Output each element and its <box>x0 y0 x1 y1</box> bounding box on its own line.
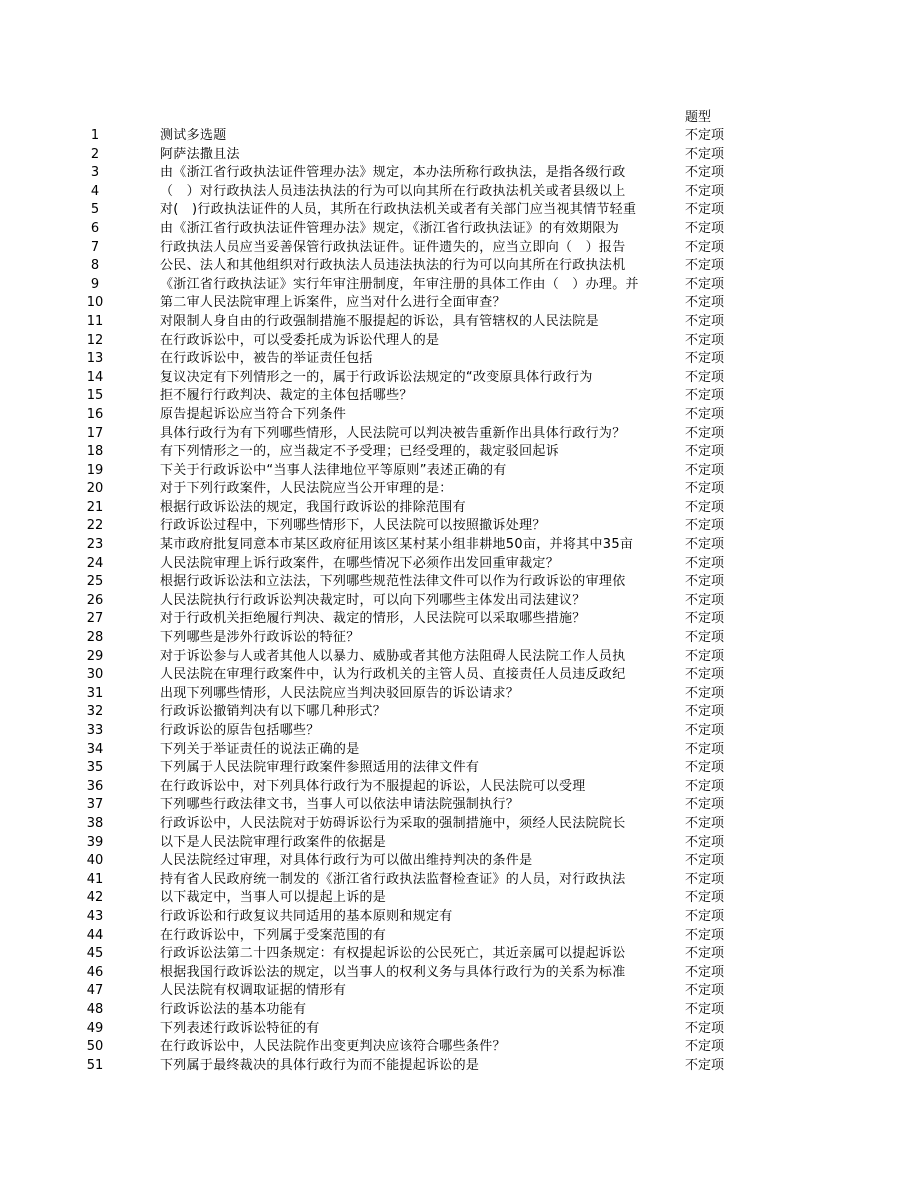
question-list <box>0 127 920 1075</box>
question-type: 不定项 <box>685 276 725 292</box>
table-row <box>0 834 920 853</box>
question-type: 不定项 <box>685 853 725 869</box>
question-type: 不定项 <box>685 258 725 274</box>
question-type: 不定项 <box>685 648 725 664</box>
table-row <box>0 555 920 574</box>
question-text: 下列关于举证责任的说法正确的是 <box>160 741 360 757</box>
question-type: 不定项 <box>685 351 725 367</box>
question-text: 在行政诉讼中，下列属于受案范围的有 <box>160 927 387 943</box>
question-type: 不定项 <box>685 908 725 924</box>
table-row <box>0 276 920 295</box>
table-row <box>0 257 920 276</box>
table-row <box>0 462 920 481</box>
table-row <box>0 369 920 388</box>
row-number: 34 <box>86 741 104 757</box>
question-text: 在行政诉讼中，人民法院作出变更判决应该符合哪些条件？ <box>160 1039 506 1055</box>
row-number: 44 <box>86 927 104 943</box>
row-number: 36 <box>86 778 104 794</box>
question-type: 不定项 <box>685 183 725 199</box>
row-number: 33 <box>86 723 104 738</box>
table-row <box>0 1038 920 1057</box>
row-number: 26 <box>86 592 104 608</box>
row-number: 12 <box>86 332 104 348</box>
row-number: 17 <box>86 425 104 441</box>
question-text: 对于诉讼参与人或者其他人以暴力、威胁或者其他方法阻碍人民法院工作人员执 <box>160 648 626 664</box>
question-text: 出现下列哪些情形，人民法院应当判决驳回原告的诉讼请求？ <box>160 685 520 701</box>
question-type: 不定项 <box>685 425 725 441</box>
table-row <box>0 239 920 258</box>
row-number: 28 <box>86 630 104 646</box>
row-number: 16 <box>86 406 104 422</box>
question-text: 人民法院执行行政诉讼判决裁定时，可以向下列哪些主体发出司法建议？ <box>160 592 586 608</box>
row-number: 41 <box>86 871 104 887</box>
row-number: 11 <box>86 313 104 329</box>
row-number: 42 <box>86 890 104 906</box>
row-number: 5 <box>90 202 100 218</box>
question-type: 不定项 <box>685 146 725 162</box>
row-number: 47 <box>86 983 104 999</box>
table-row <box>0 592 920 611</box>
question-type: 不定项 <box>685 128 725 143</box>
row-number: 40 <box>86 853 104 869</box>
table-row <box>0 146 920 165</box>
question-text: 第二审人民法院审理上诉案件，应当对什么进行全面审查？ <box>160 295 506 311</box>
question-text: 对于下列行政案件，人民法院应当公开审理的是： <box>160 481 453 497</box>
row-number: 20 <box>86 481 104 497</box>
table-row <box>0 350 920 369</box>
table-row <box>0 480 920 499</box>
question-text: 测试多选题 <box>160 128 227 143</box>
question-text: 拒不履行行政判决、裁定的主体包括哪些？ <box>160 388 413 404</box>
question-type: 不定项 <box>685 834 725 850</box>
question-type: 不定项 <box>685 871 725 887</box>
table-row <box>0 127 920 146</box>
question-text: 阿萨法撒且法 <box>160 146 240 162</box>
question-type: 不定项 <box>685 685 725 701</box>
table-row <box>0 610 920 629</box>
row-number: 46 <box>86 964 104 980</box>
row-number: 21 <box>86 499 104 515</box>
table-row <box>0 982 920 1001</box>
table-row <box>0 871 920 890</box>
question-type: 不定项 <box>685 704 725 720</box>
question-type: 不定项 <box>685 332 725 348</box>
table-row <box>0 648 920 667</box>
question-text: 对限制人身自由的行政强制措施不服提起的诉讼，具有管辖权的人民法院是 <box>160 313 599 329</box>
row-number: 32 <box>86 704 104 720</box>
table-row <box>0 964 920 983</box>
question-text: 以下是人民法院审理行政案件的依据是 <box>160 834 387 850</box>
question-type: 不定项 <box>685 1039 725 1055</box>
question-type: 不定项 <box>685 537 725 553</box>
question-type: 不定项 <box>685 369 725 385</box>
row-number: 31 <box>86 685 104 701</box>
question-text: 行政诉讼和行政复议共同适用的基本原则和规定有 <box>160 908 453 924</box>
table-row <box>0 499 920 518</box>
question-text: 原告提起诉讼应当符合下列条件 <box>160 406 347 422</box>
table-row <box>0 908 920 927</box>
question-text: 人民法院在审理行政案件中，认为行政机关的主管人员、直接责任人员违反政纪 <box>160 667 626 683</box>
row-number: 51 <box>86 1057 104 1073</box>
row-number: 37 <box>86 797 104 813</box>
question-text: 人民法院经过审理，对具体行政行为可以做出维持判决的条件是 <box>160 853 533 869</box>
question-type: 不定项 <box>685 778 725 794</box>
question-text: 行政执法人员应当妥善保管行政执法证件。证件遗失的，应当立即向（ ）报告 <box>160 239 626 255</box>
row-number: 50 <box>86 1039 104 1055</box>
question-text: 对( )行政执法证件的人员，其所在行政执法机关或者有关部门应当视其情节轻重 <box>160 202 637 218</box>
question-type: 不定项 <box>685 388 725 404</box>
question-type: 不定项 <box>685 518 725 534</box>
question-text: 具体行政行为有下列哪些情形，人民法院可以判决被告重新作出具体行政行为？ <box>160 425 626 441</box>
question-text: 《浙江省行政执法证》实行年审注册制度，年审注册的具体工作由（ ）办理。并 <box>160 276 639 292</box>
row-number: 39 <box>86 834 104 850</box>
question-text: 在行政诉讼中，被告的举证责任包括 <box>160 351 373 367</box>
row-number: 23 <box>86 537 104 553</box>
table-row <box>0 164 920 183</box>
table-row <box>0 927 920 946</box>
question-type: 不定项 <box>685 239 725 255</box>
question-type: 不定项 <box>685 406 725 422</box>
table-row <box>0 294 920 313</box>
question-type: 不定项 <box>685 592 725 608</box>
row-number: 14 <box>86 369 104 385</box>
question-text: 行政诉讼法的基本功能有 <box>160 1001 307 1017</box>
question-type: 不定项 <box>685 462 725 478</box>
question-type: 不定项 <box>685 815 725 831</box>
question-type: 不定项 <box>685 220 725 236</box>
row-number: 7 <box>90 239 100 255</box>
question-type: 不定项 <box>685 1057 725 1073</box>
question-type: 不定项 <box>685 741 725 757</box>
table-row <box>0 406 920 425</box>
table-row <box>0 387 920 406</box>
table-row <box>0 703 920 722</box>
table-row <box>0 313 920 332</box>
question-text: 以下裁定中，当事人可以提起上诉的是 <box>160 890 387 906</box>
row-number: 48 <box>86 1001 104 1017</box>
question-type: 不定项 <box>685 611 725 627</box>
row-number: 2 <box>90 146 100 162</box>
table-row <box>0 517 920 536</box>
row-number: 38 <box>86 815 104 831</box>
question-type: 不定项 <box>685 983 725 999</box>
question-type: 不定项 <box>685 295 725 311</box>
row-number: 6 <box>90 220 100 236</box>
table-row <box>0 815 920 834</box>
column-header-type: 题型 <box>685 110 712 125</box>
row-number: 25 <box>86 574 104 590</box>
table-row <box>0 629 920 648</box>
table-row <box>0 685 920 704</box>
row-number: 13 <box>86 351 104 367</box>
row-number: 1 <box>90 128 100 143</box>
question-text: 下关于行政诉讼中“当事人法律地位平等原则”表述正确的有 <box>160 462 507 478</box>
table-row <box>0 443 920 462</box>
row-number: 30 <box>86 667 104 683</box>
question-text: 行政诉讼法第二十四条规定：有权提起诉讼的公民死亡，其近亲属可以提起诉讼 <box>160 946 626 962</box>
question-text: 行政诉讼撤销判决有以下哪几种形式？ <box>160 704 387 720</box>
table-row <box>0 778 920 797</box>
row-number: 27 <box>86 611 104 627</box>
question-type: 不定项 <box>685 574 725 590</box>
question-type: 不定项 <box>685 499 725 515</box>
question-text: 下列属于最终裁决的具体行政行为而不能提起诉讼的是 <box>160 1057 480 1073</box>
question-text: 公民、法人和其他组织对行政执法人员违法执法的行为可以向其所在行政执法机 <box>160 258 626 274</box>
table-row <box>0 796 920 815</box>
row-number: 10 <box>86 295 104 311</box>
question-text: 对于行政机关拒绝履行判决、裁定的情形，人民法院可以采取哪些措施？ <box>160 611 586 627</box>
question-text: 下列哪些行政法律文书，当事人可以依法申请法院强制执行？ <box>160 797 520 813</box>
question-text: 由《浙江省行政执法证件管理办法》规定，《浙江省行政执法证》的有效期限为 <box>160 220 620 236</box>
question-type: 不定项 <box>685 667 725 683</box>
row-number: 18 <box>86 444 104 460</box>
row-number: 29 <box>86 648 104 664</box>
table-row <box>0 1020 920 1039</box>
question-type: 不定项 <box>685 1001 725 1017</box>
row-number: 3 <box>90 165 100 181</box>
question-text: 复议决定有下列情形之一的，属于行政诉讼法规定的“改变原具体行政行为 <box>160 369 593 385</box>
question-text: 根据行政诉讼法的规定，我国行政诉讼的排除范围有 <box>160 499 466 515</box>
row-number: 9 <box>90 276 100 292</box>
question-type: 不定项 <box>685 760 725 776</box>
table-row <box>0 852 920 871</box>
table-row <box>0 220 920 239</box>
question-text: 某市政府批复同意本市某区政府征用该区某村某小组非耕地50亩，并将其中35亩 <box>160 537 634 553</box>
row-number: 4 <box>90 183 100 199</box>
question-type: 不定项 <box>685 927 725 943</box>
table-row <box>0 425 920 444</box>
question-text: 人民法院审理上诉行政案件，在哪些情况下必须作出发回重审裁定？ <box>160 555 560 571</box>
row-number: 8 <box>90 258 100 274</box>
question-type: 不定项 <box>685 313 725 329</box>
table-row <box>0 536 920 555</box>
row-number: 43 <box>86 908 104 924</box>
table-row <box>0 332 920 351</box>
table-row <box>0 889 920 908</box>
question-type: 不定项 <box>685 444 725 460</box>
table-row <box>0 722 920 741</box>
question-type: 不定项 <box>685 797 725 813</box>
row-number: 19 <box>86 462 104 478</box>
question-text: 下列哪些是涉外行政诉讼的特征？ <box>160 630 360 646</box>
table-row <box>0 183 920 202</box>
row-number: 24 <box>86 555 104 571</box>
table-row <box>0 1057 920 1076</box>
question-type: 不定项 <box>685 630 725 646</box>
question-text: 在行政诉讼中，对下列具体行政行为不服提起的诉讼，人民法院可以受理 <box>160 778 586 794</box>
question-text: 在行政诉讼中，可以受委托成为诉讼代理人的是 <box>160 332 440 348</box>
question-text: 行政诉讼的原告包括哪些？ <box>160 723 320 738</box>
question-type: 不定项 <box>685 481 725 497</box>
question-text: 行政诉讼中，人民法院对于妨碍诉讼行为采取的强制措施中，须经人民法院院长 <box>160 815 626 831</box>
question-type: 不定项 <box>685 964 725 980</box>
question-text: 行政诉讼过程中，下列哪些情形下，人民法院可以按照撤诉处理？ <box>160 518 546 534</box>
question-type: 不定项 <box>685 165 725 181</box>
question-type: 不定项 <box>685 723 725 738</box>
question-text: 下列表述行政诉讼特征的有 <box>160 1020 320 1036</box>
table-row <box>0 201 920 220</box>
table-row <box>0 759 920 778</box>
table-row <box>0 1001 920 1020</box>
question-type: 不定项 <box>685 1020 725 1036</box>
table-row <box>0 573 920 592</box>
row-number: 45 <box>86 946 104 962</box>
question-text: 有下列情形之一的，应当裁定不予受理；已经受理的，裁定驳回起诉 <box>160 444 560 460</box>
question-text: 根据我国行政诉讼法的规定，以当事人的权利义务与具体行政行为的关系为标准 <box>160 964 626 980</box>
question-type: 不定项 <box>685 946 725 962</box>
question-text: 根据行政诉讼法和立法法，下列哪些规范性法律文件可以作为行政诉讼的审理依 <box>160 574 626 590</box>
table-row <box>0 666 920 685</box>
table-row <box>0 741 920 760</box>
row-number: 35 <box>86 760 104 776</box>
table-row <box>0 945 920 964</box>
question-text: 由《浙江省行政执法证件管理办法》规定，本办法所称行政执法，是指各级行政 <box>160 165 626 181</box>
row-number: 49 <box>86 1020 104 1036</box>
question-type: 不定项 <box>685 555 725 571</box>
row-number: 15 <box>86 388 104 404</box>
question-type: 不定项 <box>685 890 725 906</box>
question-text: 人民法院有权调取证据的情形有 <box>160 983 347 999</box>
question-text: 下列属于人民法院审理行政案件参照适用的法律文件有 <box>160 760 480 776</box>
question-text: （ ）对行政执法人员违法执法的行为可以向其所在行政执法机关或者县级以上 <box>160 183 626 199</box>
question-type: 不定项 <box>685 202 725 218</box>
row-number: 22 <box>86 518 104 534</box>
question-text: 持有省人民政府统一制发的《浙江省行政执法监督检查证》的人员，对行政执法 <box>160 871 626 887</box>
